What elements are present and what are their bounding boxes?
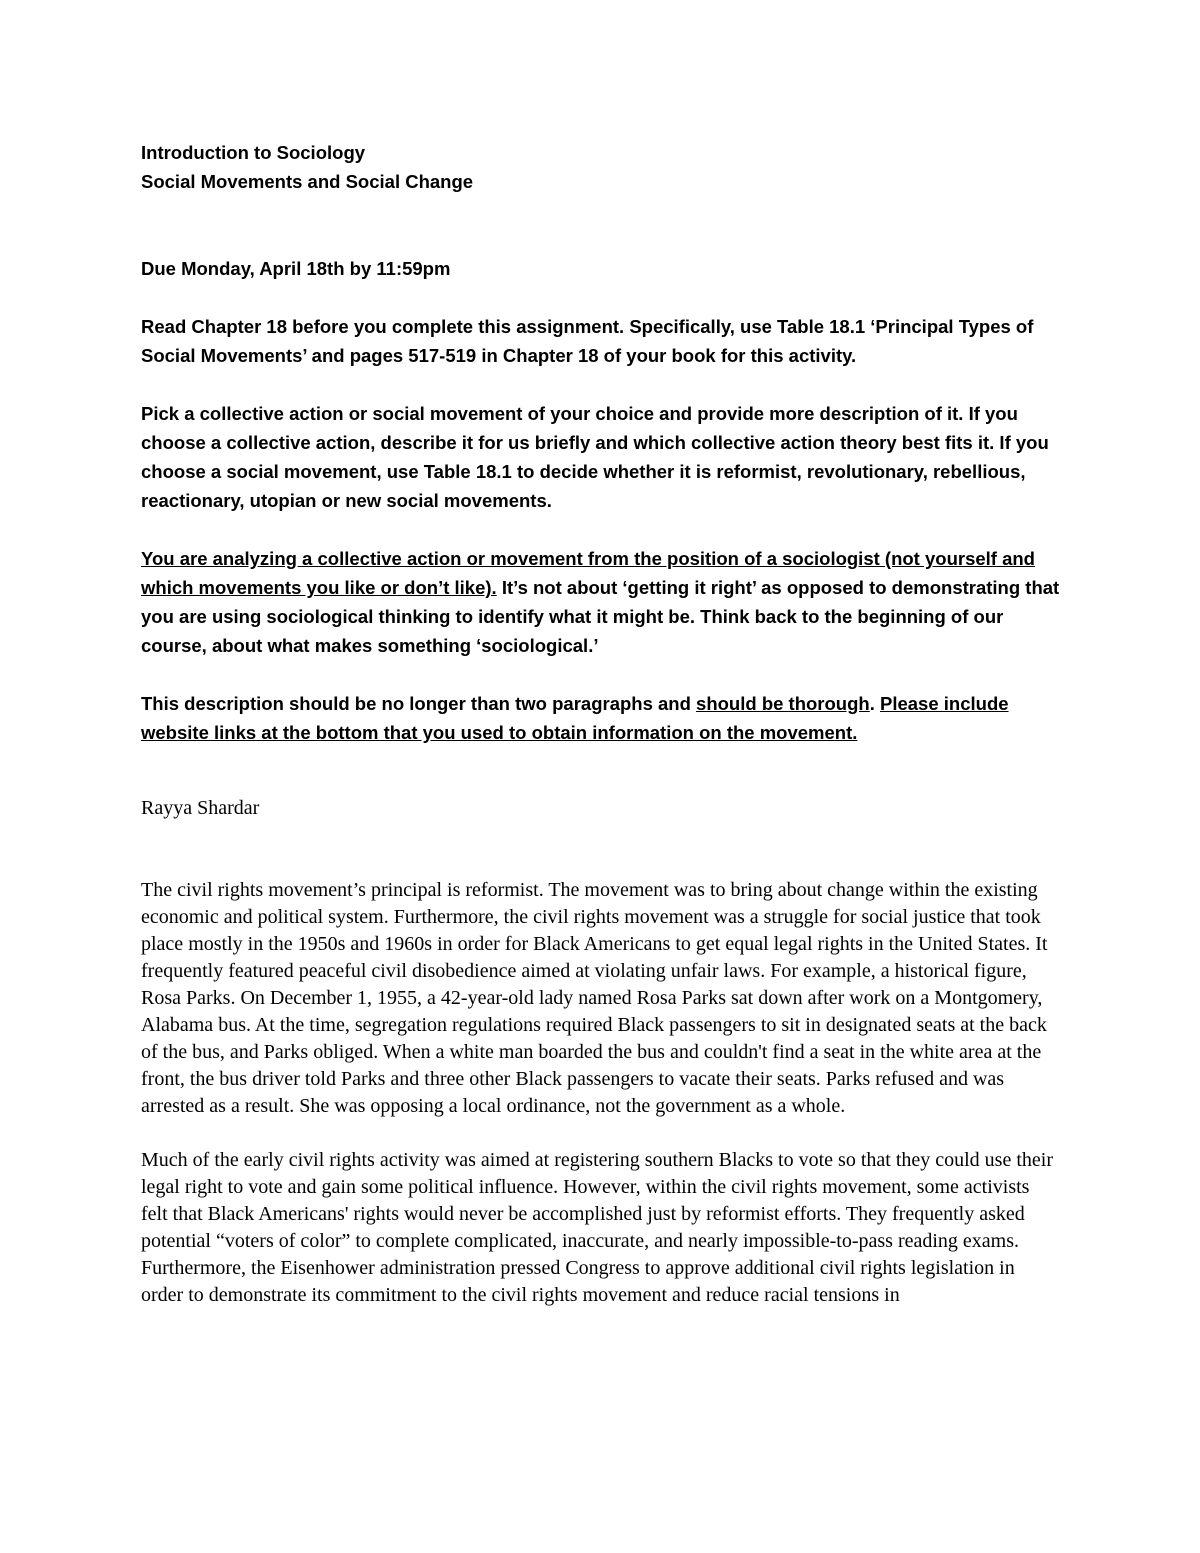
analysis-instruction: [141, 544, 1061, 660]
analysis-instruction-underlined: You are analyzing a collective action or movement from the position of a sociologist (not yourself and which movements you like or don’t like).: [141, 548, 1035, 598]
student-name: Rayya Shardar: [141, 797, 260, 819]
links-instruction: Please include website links at the bottom that you used to obtain information on the movement.: [141, 693, 1009, 743]
document-page: [141, 138, 1061, 1309]
assignment-topic: Social Movements and Social Change: [141, 171, 474, 192]
length-instruction-mid: .: [869, 693, 880, 714]
course-title: Introduction to Sociology: [141, 142, 366, 163]
read-instruction: Read Chapter 18 before you complete this assignment. Specifically, use Table 18.1 ‘Principal Types of Social Movements’ and pages 517-519 in Chapter 18 of your book for this activity.: [141, 316, 1034, 366]
due-date: Due Monday, April 18th by 11:59pm: [141, 258, 451, 279]
length-instruction-prefix: This description should be no longer than two paragraphs and: [141, 693, 697, 714]
pick-instruction: Pick a collective action or social movement of your choice and provide more description of it. If you choose a collective action, describe it for us briefly and which collective action theory best fits it. If you choose a social movement, use Table 18.1 to decide whether it is reformist, revolutionary, rebellious, reactionary, utopian or new social movements.: [141, 403, 1049, 511]
essay-paragraph-2: Much of the early civil rights activity was aimed at registering southern Blacks to vote so that they could use their legal right to vote and gain some political influence. However, within the civil rights movement, some activists felt that Black Americans' rights would never be accomplished just by reformist efforts. They frequently asked potential “voters of color” to complete complicated, inaccurate, and nearly impossible-to-pass reading exams. Furthermore, the Eisenhower administration pressed Congress to approve additional civil rights legislation in order to demonstrate its commitment to the civil rights movement and reduce racial tensions in: [141, 1149, 1053, 1306]
length-instruction-thorough: should be thorough: [696, 693, 870, 714]
length-instruction: [141, 689, 1061, 747]
essay-paragraph-1: The civil rights movement’s principal is reformist. The movement was to bring about change within the existing economic and political system. Furthermore, the civil rights movement was a struggle for social justice that took place mostly in the 1950s and 1960s in order for Black Americans to get equal legal rights in the United States. It frequently featured peaceful civil disobedience aimed at violating unfair laws. For example, a historical figure, Rosa Parks. On December 1, 1955, a 42-year-old lady named Rosa Parks sat down after work on a Montgomery, Alabama bus. At the time, segregation regulations required Black passengers to sit in designated seats at the back of the bus, and Parks obliged. When a white man boarded the bus and couldn't find a seat in the white area at the front, the bus driver told Parks and three other Black passengers to vacate their seats. Parks refused and was arrested as a result. She was opposing a local ordinance, not the government as a whole.: [141, 879, 1048, 1117]
assignment-header: [141, 138, 1061, 196]
analysis-instruction-rest: It’s not about ‘getting it right’ as opposed to demonstrating that you are using sociological thinking to identify what it might be. Think back to the beginning of our course, about what makes something ‘sociological.’: [141, 577, 1060, 656]
